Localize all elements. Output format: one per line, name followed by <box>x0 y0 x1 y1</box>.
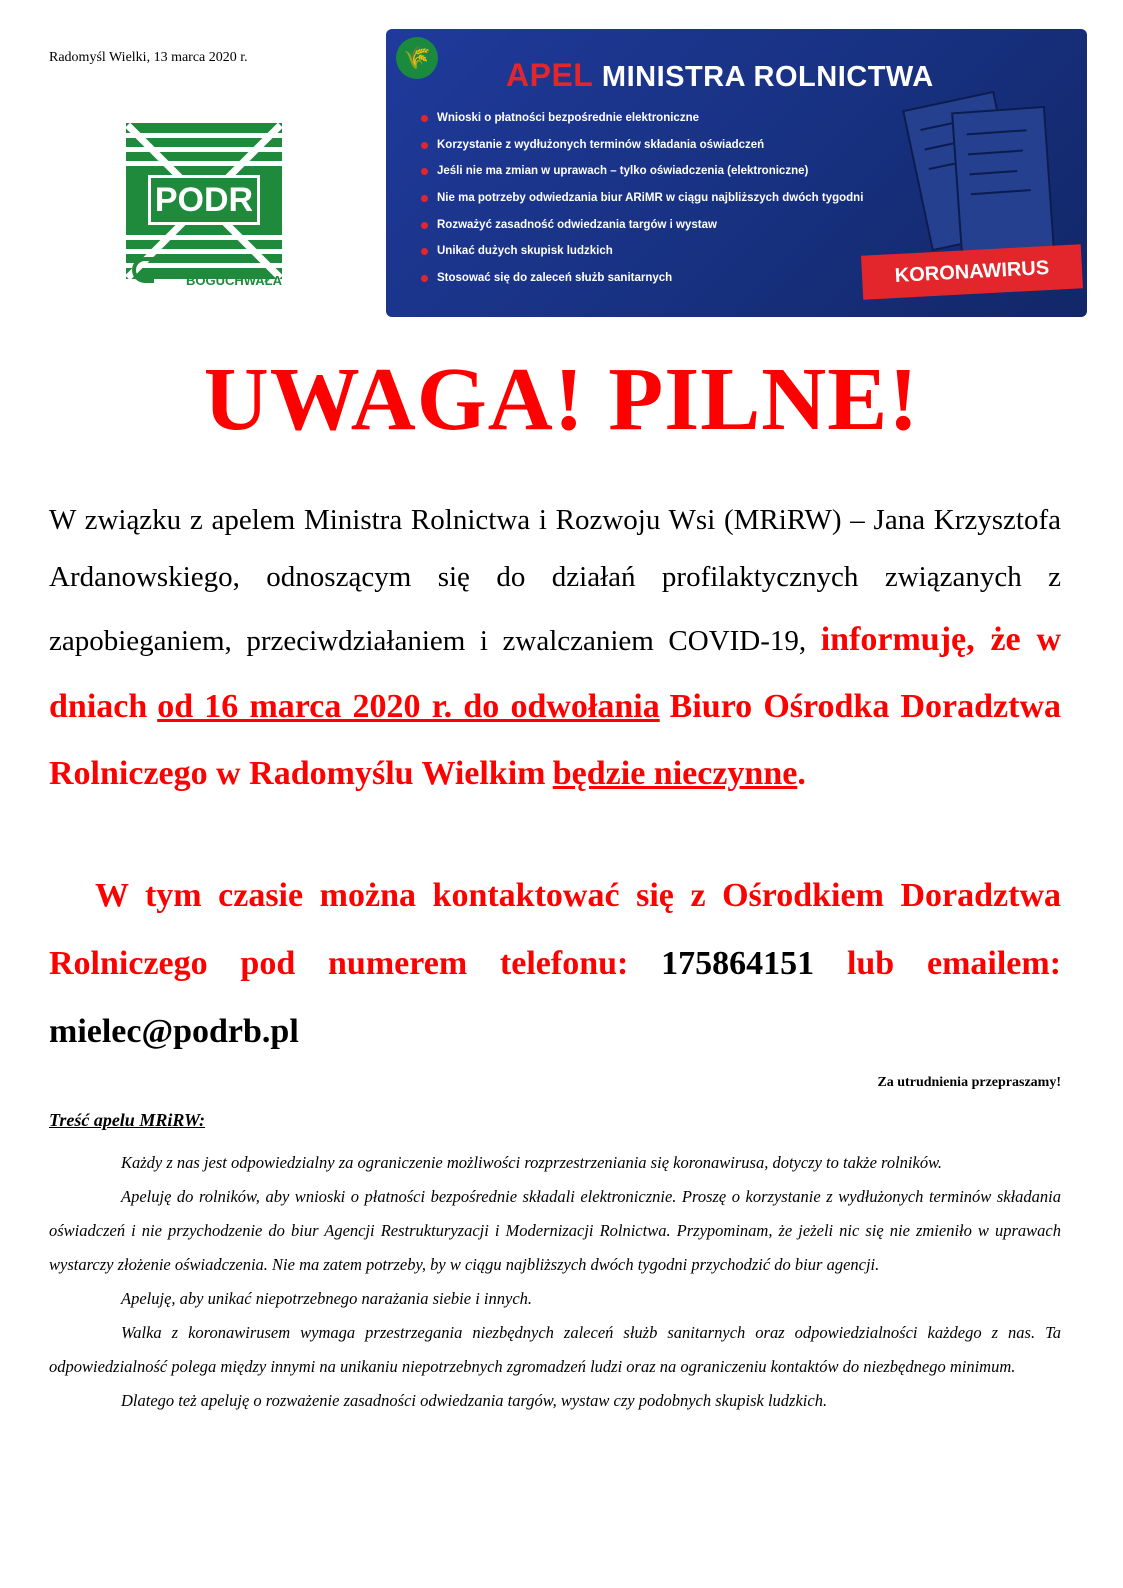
logo-text: PODR <box>148 175 260 225</box>
banner-title-rest: MINISTRA ROLNICTWA <box>601 61 934 93</box>
banner-list-item: Korzystanie z wydłużonych terminów składania oświadczeń <box>421 134 863 161</box>
appeal-paragraph: Walka z koronawirusem wymaga przestrzegania niezbędnych zaleceń służb sanitarnych oraz odpowiedzialności każdego z nas. Ta odpowiedzialność polega między innymi na unikaniu niepotrzebnych zgromadzeń ludzi oraz na ograniczeniu kontaktów do niezbędnego minimum. <box>49 1323 1061 1376</box>
email-label: lub emailem: <box>846 945 1062 982</box>
date-line: Radomyśl Wielki, 13 marca 2020 r. <box>49 50 248 65</box>
banner-list-item: Unikać dużych skupisk ludzkich <box>421 240 863 267</box>
page-title: UWAGA! PILNE! <box>203 350 920 449</box>
notice-text: informuję, że w dniach <box>49 621 1061 725</box>
appeal-title: Treść apelu MRiRW: <box>49 1110 206 1130</box>
notice-end: . <box>797 755 806 792</box>
appeal-text <box>49 1146 1061 1418</box>
contact-text: W tym czasie można kontaktować się z Ośrodkiem Doradztwa Rolniczego pod numerem telefonu: <box>49 877 1061 982</box>
appeal-paragraph: Dlatego też apeluję o rozważenie zasadności odwiedzania targów, wystaw czy podobnych skupisk ludzkich. <box>121 1391 828 1410</box>
intro-text: W związku z apelem Ministra Rolnictwa i Rozwoju Wsi (MRiRW) – Jana Krzysztofa Ardanowskiego, odnoszącym się do działań profilaktycznych związanych z zapobieganiem, przeciwdziałaniem i zwalczaniem COVID-19, <box>49 504 1061 657</box>
notice-closed: będzie nieczynne <box>552 755 798 792</box>
contact-info <box>49 862 1061 1066</box>
appeal-paragraph: Apeluję do rolników, aby wnioski o płatności bezpośrednie składali elektronicznie. Proszę o korzystanie z wydłużonych terminów składania oświadczeń i nie przychodzenie do biur Agencji Restrukturyzacji i Modernizacji Rolnictwa. Przypominam, że jeżeli nic się nie zmieniło w uprawach wystarczy złożenie oświadczenia. Nie ma zatem potrzeby, by w ciągu najbliższych dwóch tygodni przychodzić do biur agencji. <box>49 1187 1061 1274</box>
banner-list-item: Stosować się do zaleceń służb sanitarnych <box>421 267 863 294</box>
documents-illustration-icon <box>886 79 1056 269</box>
appeal-paragraph: Apeluję, aby unikać niepotrzebnego narażania siebie i innych. <box>121 1289 533 1308</box>
banner-list-item: Nie ma potrzeby odwiedzania biur ARiMR w ciągu najbliższych dwóch tygodni <box>421 187 863 214</box>
phone-number: 175864151 <box>661 945 815 982</box>
notice-date: od 16 marca 2020 r. do odwołania <box>157 688 660 725</box>
koronawirus-tag: KORONAWIRUS <box>861 244 1083 299</box>
banner-list-item: Jeśli nie ma zmian w uprawach – tylko oświadczenia (elektroniczne) <box>421 160 863 187</box>
logo-emblem <box>126 123 282 279</box>
banner-title <box>506 57 934 94</box>
banner-list-item: Rozważyć zasadność odwiedzania targów i wystaw <box>421 214 863 241</box>
apology-note: Za utrudnienia przepraszamy! <box>877 1075 1061 1090</box>
banner-title-red: APEL <box>506 57 594 93</box>
email-address: mielec@podrb.pl <box>49 1013 299 1050</box>
banner-list <box>421 107 863 294</box>
appeal-paragraph: Każdy z nas jest odpowiedzialny za ograniczenie możliwości rozprzestrzeniania się koronawirusa, dotyczy to także rolników. <box>121 1153 942 1172</box>
logo-subtext: BOGUCHWAŁA <box>185 273 282 288</box>
podr-logo <box>126 123 282 295</box>
appeal-banner <box>386 29 1087 317</box>
wheat-logo-icon: 🌾 <box>396 37 438 79</box>
notice-office: Biuro Ośrodka Doradztwa Rolniczego w Radomyślu Wielkim <box>49 688 1062 792</box>
announcement-body <box>49 492 1061 807</box>
banner-list-item: Wnioski o płatności bezpośrednie elektroniczne <box>421 107 863 134</box>
